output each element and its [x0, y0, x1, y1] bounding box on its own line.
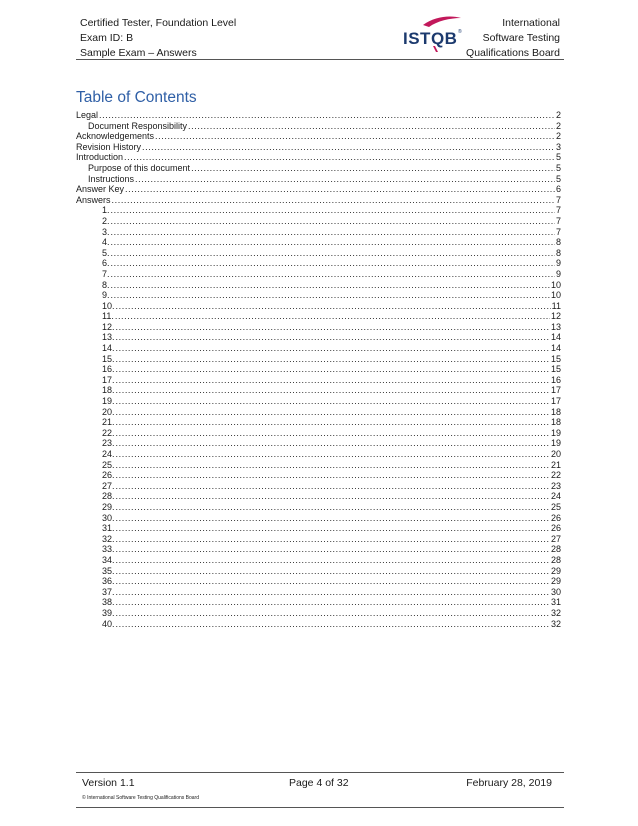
- toc-entry[interactable]: [76, 407, 561, 418]
- toc-entry[interactable]: [76, 502, 561, 513]
- toc-entry[interactable]: [76, 343, 561, 354]
- toc-leader-dots: [116, 555, 550, 566]
- toc-entry[interactable]: [76, 513, 561, 524]
- toc-leader-dots: [116, 301, 551, 312]
- toc-entry-label: 26.: [102, 470, 115, 481]
- toc-leader-dots: [116, 470, 550, 481]
- toc-leader-dots: [111, 290, 550, 301]
- toc-entry[interactable]: [76, 566, 561, 577]
- toc-entry-page: 28: [550, 544, 561, 555]
- toc-entry-page: 15: [550, 353, 561, 364]
- footer-copyright: © International Software Testing Qualifications Board: [82, 795, 199, 801]
- toc-entry[interactable]: [76, 163, 561, 174]
- toc-entry-page: 26: [550, 523, 561, 534]
- toc-entry[interactable]: [76, 121, 561, 132]
- toc-entry-page: 21: [550, 459, 561, 470]
- toc-entry[interactable]: [76, 555, 561, 566]
- toc-entry-label: Legal: [76, 110, 99, 120]
- toc-leader-dots: [116, 322, 550, 333]
- toc-entry-label: 39.: [102, 607, 115, 618]
- istqb-logo: [403, 15, 465, 53]
- toc-entry[interactable]: [76, 311, 561, 322]
- page-footer: [76, 772, 564, 808]
- toc-entry-label: 38.: [102, 597, 115, 608]
- logo-trademark: ®: [458, 29, 462, 35]
- toc-entry[interactable]: [76, 290, 561, 301]
- toc-entry-label: 14.: [102, 343, 115, 354]
- toc-entry[interactable]: [76, 216, 561, 227]
- toc-entry-page: 20: [550, 449, 561, 459]
- toc-leader-dots: [116, 449, 550, 460]
- toc-leader-dots: [116, 354, 550, 365]
- toc-entry-label: 15.: [102, 353, 115, 364]
- toc-entry-label: Introduction: [76, 152, 124, 163]
- toc-entry-label: 11.: [102, 311, 114, 322]
- footer-date: February 28, 2019: [466, 777, 552, 789]
- toc-entry[interactable]: [76, 544, 561, 555]
- toc-entry-page: 32: [550, 618, 561, 629]
- toc-entry-page: 12: [550, 311, 561, 322]
- toc-entry[interactable]: [76, 195, 561, 206]
- toc-entry-label: 18.: [102, 385, 115, 396]
- toc-entry[interactable]: [76, 237, 561, 248]
- toc-leader-dots: [188, 121, 555, 132]
- toc-entry-page: 8: [555, 237, 561, 248]
- toc-leader-dots: [116, 364, 550, 375]
- toc-leader-dots: [116, 343, 550, 354]
- toc-leader-dots: [116, 438, 550, 449]
- toc-leader-dots: [116, 385, 550, 396]
- header-certification: Certified Tester, Foundation Level: [80, 17, 237, 29]
- table-of-contents: [76, 110, 561, 629]
- header-divider: [76, 59, 564, 60]
- toc-entry-page: 32: [550, 607, 561, 618]
- toc-leader-dots: [116, 597, 550, 608]
- toc-entry-page: 14: [550, 343, 561, 354]
- toc-entry-page: 18: [550, 417, 561, 428]
- toc-entry-label: Document Responsibility: [88, 120, 188, 131]
- toc-entry-page: 9: [555, 258, 561, 269]
- toc-entry-label: 22.: [102, 427, 115, 438]
- toc-entry-label: 37.: [102, 586, 115, 597]
- toc-entry-label: 32.: [102, 533, 115, 544]
- toc-entry-label: 30.: [102, 512, 115, 523]
- toc-leader-dots: [116, 587, 550, 598]
- toc-entry-page: 13: [550, 321, 561, 332]
- toc-entry[interactable]: [76, 523, 561, 534]
- toc-leader-dots: [111, 237, 555, 248]
- toc-entry-page: 30: [550, 586, 561, 597]
- toc-entry-page: 7: [555, 205, 561, 216]
- toc-leader-dots: [116, 544, 550, 555]
- toc-leader-dots: [111, 227, 555, 238]
- toc-entry[interactable]: [76, 174, 561, 185]
- toc-entry-page: 29: [550, 576, 561, 587]
- toc-entry-page: 25: [550, 501, 561, 512]
- toc-leader-dots: [116, 619, 550, 630]
- toc-leader-dots: [135, 174, 555, 185]
- toc-leader-dots: [116, 534, 550, 545]
- toc-entry-label: 9.: [102, 290, 110, 301]
- toc-entry[interactable]: [76, 608, 561, 619]
- toc-entry-label: 17.: [102, 374, 115, 385]
- toc-entry-page: 16: [550, 374, 561, 385]
- toc-leader-dots: [116, 375, 550, 386]
- toc-entry[interactable]: [76, 110, 561, 121]
- toc-entry[interactable]: [76, 619, 561, 630]
- toc-entry-label: Answers: [76, 194, 111, 205]
- header-org-line-2: Software Testing: [482, 32, 560, 44]
- toc-entry[interactable]: [76, 280, 561, 291]
- toc-leader-dots: [155, 131, 555, 142]
- toc-entry-page: 19: [550, 438, 561, 449]
- toc-entry-page: 2: [555, 110, 561, 120]
- toc-title: Table of Contents: [76, 89, 197, 106]
- toc-entry-page: 11: [551, 300, 561, 311]
- toc-leader-dots: [116, 481, 550, 492]
- toc-entry-page: 10: [550, 290, 561, 301]
- toc-entry-page: 7: [555, 194, 561, 205]
- footer-version: Version 1.1: [82, 777, 135, 789]
- toc-entry-label: 3.: [102, 226, 110, 237]
- toc-entry[interactable]: [76, 322, 561, 333]
- toc-entry[interactable]: [76, 470, 561, 481]
- toc-leader-dots: [116, 502, 550, 513]
- toc-entry-label: 21.: [102, 417, 115, 428]
- toc-entry[interactable]: [76, 481, 561, 492]
- toc-leader-dots: [111, 258, 555, 269]
- toc-entry-label: 16.: [102, 364, 115, 375]
- toc-leader-dots: [111, 205, 555, 216]
- toc-entry[interactable]: [76, 587, 561, 598]
- toc-entry-page: 28: [550, 554, 561, 565]
- toc-leader-dots: [116, 491, 550, 502]
- toc-entry[interactable]: [76, 417, 561, 428]
- toc-leader-dots: [116, 396, 550, 407]
- toc-entry-label: 13.: [102, 332, 115, 343]
- footer-page-number: Page 4 of 32: [289, 777, 349, 789]
- toc-entry-label: 27.: [102, 480, 115, 491]
- toc-leader-dots: [116, 428, 550, 439]
- toc-entry-label: 34.: [102, 554, 115, 565]
- toc-entry-label: 2.: [102, 215, 110, 226]
- header-doc-type: Sample Exam – Answers: [80, 47, 197, 59]
- toc-entry-label: Acknowledgements: [76, 131, 155, 142]
- toc-entry[interactable]: [76, 131, 561, 142]
- toc-entry[interactable]: [76, 534, 561, 545]
- toc-entry-page: 24: [550, 491, 561, 502]
- toc-entry-page: 29: [550, 565, 561, 576]
- toc-entry[interactable]: [76, 332, 561, 343]
- toc-entry-page: 27: [550, 533, 561, 544]
- header-right: [466, 16, 560, 61]
- toc-entry-label: 7.: [102, 268, 110, 279]
- toc-entry-label: 23.: [102, 438, 115, 449]
- toc-entry-label: 28.: [102, 491, 115, 502]
- toc-entry[interactable]: [76, 438, 561, 449]
- toc-leader-dots: [124, 152, 555, 163]
- toc-entry-label: 24.: [102, 449, 115, 459]
- toc-entry-label: 5.: [102, 247, 110, 258]
- toc-entry[interactable]: [76, 205, 561, 216]
- toc-leader-dots: [111, 280, 550, 291]
- toc-entry-label: 4.: [102, 237, 110, 248]
- toc-entry-page: 2: [555, 131, 561, 142]
- toc-leader-dots: [125, 184, 555, 195]
- toc-entry[interactable]: [76, 385, 561, 396]
- toc-entry-page: 17: [550, 396, 561, 407]
- toc-entry[interactable]: [76, 184, 561, 195]
- toc-leader-dots: [111, 248, 555, 259]
- toc-entry[interactable]: [76, 269, 561, 280]
- toc-entry[interactable]: [76, 375, 561, 386]
- toc-leader-dots: [111, 269, 555, 280]
- toc-entry-label: 35.: [102, 565, 115, 576]
- toc-leader-dots: [115, 311, 550, 322]
- toc-entry[interactable]: [76, 396, 561, 407]
- toc-entry-label: Answer Key: [76, 184, 125, 195]
- toc-entry-page: 7: [555, 215, 561, 226]
- toc-entry-label: 6.: [102, 258, 110, 269]
- toc-entry[interactable]: [76, 142, 561, 153]
- toc-leader-dots: [116, 407, 550, 418]
- toc-entry-page: 31: [550, 597, 561, 608]
- toc-entry[interactable]: [76, 491, 561, 502]
- toc-leader-dots: [116, 608, 550, 619]
- toc-entry-label: 36.: [102, 576, 115, 587]
- toc-entry-page: 22: [550, 470, 561, 481]
- toc-entry-label: 31.: [102, 523, 115, 534]
- toc-entry-page: 23: [550, 480, 561, 491]
- header-left: [80, 16, 236, 61]
- toc-entry[interactable]: [76, 227, 561, 238]
- toc-leader-dots: [112, 195, 555, 206]
- toc-entry-label: 1.: [102, 205, 110, 216]
- header-org-line-3: Qualifications Board: [466, 47, 560, 59]
- toc-entry-label: 29.: [102, 501, 115, 512]
- toc-entry-page: 2: [555, 120, 561, 131]
- toc-entry[interactable]: [76, 597, 561, 608]
- toc-entry-label: 19.: [102, 396, 115, 407]
- toc-entry-page: 10: [550, 279, 561, 290]
- toc-entry-page: 19: [550, 427, 561, 438]
- toc-leader-dots: [116, 417, 550, 428]
- toc-leader-dots: [191, 163, 555, 174]
- toc-entry-label: 10.: [102, 300, 115, 311]
- toc-entry-page: 5: [555, 173, 561, 184]
- toc-entry[interactable]: [76, 248, 561, 259]
- toc-leader-dots: [116, 460, 550, 471]
- toc-entry-page: 17: [550, 385, 561, 396]
- toc-entry-page: 15: [550, 364, 561, 375]
- toc-entry[interactable]: [76, 449, 561, 460]
- toc-entry-page: 9: [555, 268, 561, 279]
- toc-entry-label: Revision History: [76, 141, 142, 152]
- toc-leader-dots: [116, 513, 550, 524]
- toc-entry[interactable]: [76, 152, 561, 163]
- toc-entry-label: 25.: [102, 459, 115, 470]
- toc-entry-label: Purpose of this document: [88, 162, 191, 173]
- toc-entry[interactable]: [76, 460, 561, 471]
- toc-leader-dots: [99, 110, 555, 121]
- toc-entry-label: Instructions: [88, 173, 135, 184]
- toc-entry-page: 26: [550, 512, 561, 523]
- logo-wordmark: ISTQB: [403, 29, 458, 48]
- toc-entry[interactable]: [76, 258, 561, 269]
- page-header: [76, 14, 564, 60]
- toc-leader-dots: [116, 576, 550, 587]
- toc-entry[interactable]: [76, 364, 561, 375]
- toc-entry[interactable]: [76, 428, 561, 439]
- toc-entry[interactable]: [76, 354, 561, 365]
- toc-entry-page: 3: [555, 141, 561, 152]
- toc-leader-dots: [142, 142, 555, 153]
- toc-entry-page: 6: [555, 184, 561, 195]
- toc-entry-label: 8.: [102, 279, 110, 290]
- toc-entry[interactable]: [76, 576, 561, 587]
- toc-entry[interactable]: [76, 301, 561, 312]
- toc-entry-page: 14: [550, 332, 561, 343]
- toc-entry-page: 5: [555, 162, 561, 173]
- toc-entry-label: 12.: [102, 321, 115, 332]
- toc-entry-page: 7: [555, 226, 561, 237]
- toc-leader-dots: [111, 216, 555, 227]
- header-exam-id: Exam ID: B: [80, 32, 134, 44]
- toc-entry-label: 40.: [102, 618, 115, 629]
- toc-entry-page: 8: [555, 247, 561, 258]
- toc-leader-dots: [116, 566, 550, 577]
- toc-leader-dots: [116, 332, 550, 343]
- header-org-line-1: International: [502, 17, 560, 29]
- toc-entry-label: 33.: [102, 544, 115, 555]
- toc-entry-page: 5: [555, 152, 561, 163]
- toc-entry-label: 20.: [102, 406, 115, 417]
- toc-leader-dots: [116, 523, 550, 534]
- toc-entry-page: 18: [550, 406, 561, 417]
